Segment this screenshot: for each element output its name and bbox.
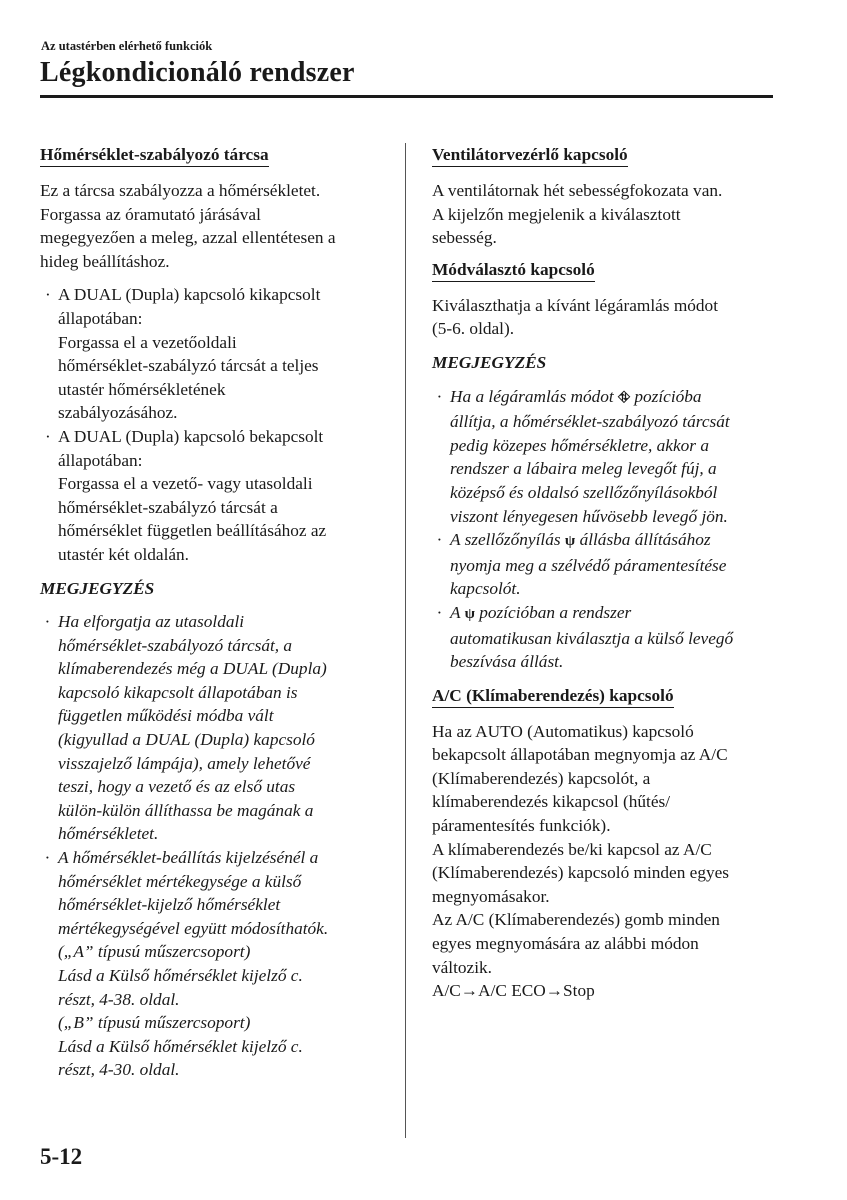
text-fragment: állásba állításához [579,530,711,550]
text-line [450,385,777,411]
text-line: sebesség. [432,228,497,248]
text-line: hőmérséklet független beállításához az [58,521,327,541]
text-line: Forgassa el a vezető- vagy utasoldali [58,474,313,494]
text-fragment: Ha a légáramlás módot [450,386,614,406]
text-line: Ha az AUTO (Automatikus) kapcsoló [432,721,694,741]
text-line: visszajelző lámpája), amely lehetővé [58,753,311,773]
defroster-icon: ψ [464,605,475,622]
text-line: részt, 4-38. oldal. [58,989,180,1009]
bullet-icon: · [45,848,50,868]
text-line: megnyomásakor. [432,886,550,906]
text-line: automatikusan kiválasztja a külső levegő [450,628,734,648]
note-heading: MEGJEGYZÉS [432,352,547,372]
text-line: Forgassa el a vezetőoldali [58,332,237,352]
text-line: (Klímaberendezés) kapcsolót, a [432,768,651,788]
temperature-dial-heading: Hőmérséklet-szabályozó tárcsa [40,145,269,167]
note-item [40,610,392,846]
mode-selector-heading: Módválasztó kapcsoló [432,260,595,282]
text-line: részt, 4-30. oldal. [58,1060,180,1080]
text-line: beszívása állást. [450,652,564,672]
text-line: hőmérséklet mértékegysége a külső [58,871,302,891]
note-heading: MEGJEGYZÉS [40,578,155,598]
text-line [450,528,777,554]
text-line: hőmérséklet-szabályzó tárcsát a [58,497,278,517]
text-line: Kiválaszthatja a kívánt légáramlás módot [432,295,719,315]
ac-text [432,720,777,1003]
text-line: hideg beállításhoz. [40,251,170,271]
note-item [432,528,777,601]
text-line: utastér hőmérsékletének [58,379,226,399]
text-line: megegyezően a meleg, azzal ellentétesen a [40,228,336,248]
temperature-intro [40,179,392,273]
text-fragment: A [450,602,461,622]
text-line: Ez a tárcsa szabályozza a hőmérsékletet. [40,181,321,200]
page-number: 5-12 [40,1144,83,1169]
text-line: Az A/C (Klímaberendezés) gomb minden [432,910,720,930]
note-item [432,385,777,529]
text-line: (kigyullad a DUAL (Dupla) kapcsoló [58,730,315,750]
text-line: A DUAL (Dupla) kapcsoló kikapcsolt [58,285,321,305]
text-fragment: pozícióba [634,386,702,406]
ac-switch-heading: A/C (Klímaberendezés) kapcsoló [432,686,674,708]
bullet-icon: · [45,426,51,446]
text-fragment: pozícióban a rendszer [479,602,632,622]
text-line: A hőmérséklet-beállítás kijelzésénél a [58,848,319,868]
text-fragment: A szellőzőnyílás [450,530,561,550]
text-line: (5-6. oldal). [432,319,515,339]
text-line: pedig közepes hőmérsékletre, akkor a [450,435,709,455]
text-line: középső és oldalsó szellőzőnyílásokból [450,482,718,502]
text-line: („A” típusú műszercsoport) [58,942,251,962]
list-item [40,283,392,425]
text-line: változik. [432,957,492,977]
mode-text [432,294,777,341]
text-line: A DUAL (Dupla) kapcsoló bekapcsolt [58,426,324,446]
note-item [40,846,392,1082]
text-line: utastér két oldalán. [58,544,190,564]
text-line: A/C→A/C ECO→Stop [432,981,595,1001]
text-line: egyes megnyomására az alábbi módon [432,934,699,954]
text-line: külön-külön állíthassa be magának a [58,800,314,820]
text-line: Lásd a Külső hőmérséklet kijelző c. [58,966,303,985]
left-column [40,143,392,1082]
text-line: nyomja meg a szélvédő páramentesítése [450,555,727,575]
text-line: páramentesítés funkciók). [432,816,611,836]
text-line: A klímaberendezés be/ki kapcsol az A/C [432,839,712,859]
text-line: klímaberendezés még a DUAL (Dupla) [58,659,327,679]
text-line: teszi, hogy a vezető és az első utas [58,777,296,797]
text-line: Lásd a Külső hőmérséklet kijelző c. [58,1036,303,1056]
text-line: rendszer a lábaira meleg levegőt fúj, a [450,459,717,479]
text-line [450,601,777,627]
bullet-icon: · [437,386,442,406]
text-line: kapcsolót. [450,579,521,599]
list-item [40,425,392,567]
bullet-icon: · [45,285,51,305]
text-line: kapcsoló kikapcsolt állapotában is [58,682,298,702]
text-line: A ventilátornak hét sebességfokozata van. [432,181,723,200]
text-line: mértékegységével együtt módosíthatók. [58,918,329,938]
text-line: állapotában: [58,308,143,328]
text-line: (Klímaberendezés) kapcsoló minden egyes [432,863,730,883]
bullet-icon: · [437,530,442,550]
column-divider [405,143,406,1138]
section-header: Az utastérben elérhető funkciók [41,39,213,53]
right-column [432,143,777,1003]
text-line: állapotában: [58,450,143,470]
text-line: Ha elforgatja az utasoldali [58,612,245,632]
text-line: bekapcsolt állapotában megnyomja az A/C [432,745,728,765]
text-line: szabályozásához. [58,403,178,423]
fan-text [432,179,777,250]
text-line: hőmérséklet-kijelző hőmérséklet [58,895,281,915]
text-line: viszont lényegesen hűvösebb levegő jön. [450,506,728,526]
note-item [432,601,777,674]
defroster-icon: ψ [564,533,576,550]
text-line: hőmérséklet-szabályozó tárcsát, a [58,635,293,655]
text-line: független működési módba vált [58,706,274,726]
floor-vent-icon: ⛗ [618,389,631,406]
text-line: („B” típusú műszercsoport) [58,1013,251,1033]
text-line: klímaberendezés kikapcsol (hűtés/ [432,792,671,812]
bullet-icon: · [437,602,442,622]
title-rule [40,95,773,98]
text-line: hőmérsékletet. [58,824,159,844]
fan-control-heading: Ventilátorvezérlő kapcsoló [432,145,628,167]
page-title: Légkondicionáló rendszer [40,57,355,88]
text-line: állítja, a hőmérséklet-szabályozó tárcsát [450,412,730,432]
bullet-icon: · [45,612,50,632]
text-line: A kijelzőn megjelenik a kiválasztott [432,204,681,224]
text-line: hőmérséklet-szabályzó tárcsát a teljes [58,356,319,376]
text-line: Forgassa az óramutató járásával [40,204,261,224]
